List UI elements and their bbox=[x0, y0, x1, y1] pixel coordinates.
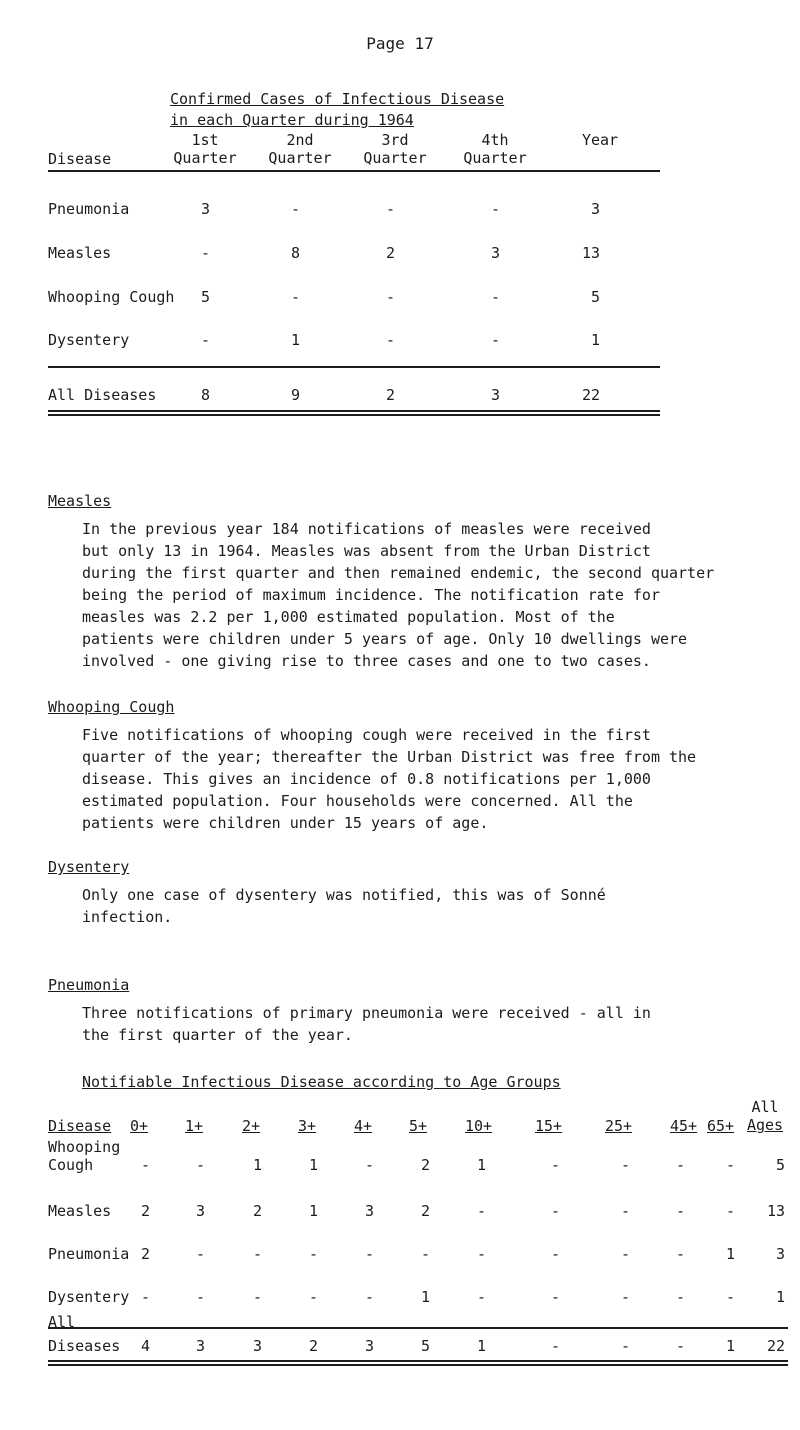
table-cell: 1 bbox=[775, 1288, 785, 1306]
table-cell: 2 bbox=[140, 1245, 150, 1263]
row-label-line: Whooping bbox=[48, 1138, 121, 1156]
table-cell: 1 bbox=[252, 1156, 262, 1174]
table-cell: 13 bbox=[581, 244, 600, 262]
table-cell: - bbox=[675, 1202, 685, 1220]
table-row-label: Measles bbox=[48, 244, 112, 262]
table-total-cell: 5 bbox=[420, 1337, 430, 1355]
row-label-line: All bbox=[48, 1313, 76, 1331]
table1-bottom-rule bbox=[48, 410, 660, 412]
table-cell: - bbox=[620, 1156, 630, 1174]
table-total-cell: 2 bbox=[308, 1337, 318, 1355]
table-cell: - bbox=[620, 1202, 630, 1220]
table-row-label: Pneumonia bbox=[48, 200, 130, 218]
table-cell: - bbox=[476, 1288, 486, 1306]
table-total-cell: - bbox=[675, 1337, 685, 1355]
section-heading-dysentery: Dysentery bbox=[48, 858, 130, 876]
table-cell: - bbox=[476, 1245, 486, 1263]
age-col-header: 3+ bbox=[298, 1117, 317, 1135]
table-cell: 2 bbox=[385, 244, 395, 262]
table-cell: 13 bbox=[766, 1202, 785, 1220]
age-col-header: 10+ bbox=[465, 1117, 493, 1135]
table-total-cell: 9 bbox=[290, 386, 300, 404]
table1-disease-header: Disease bbox=[48, 150, 112, 168]
table-cell: - bbox=[252, 1288, 262, 1306]
table1-col-header bbox=[160, 131, 250, 167]
section-text-measles: In the previous year 184 notifications of measles were received but only 13 in 1964. Measles was absent from the Urban District during the first quarter and then remained endemic, the second quarter being the period of maximum incidence. The notification rate for measles was 2.2 per 1,000 estimated population. Most of the patients were children under 5 years of age. Only 10 dwellings were involved - one giving rise to three cases and one to two cases. bbox=[82, 520, 715, 670]
table-cell: 2 bbox=[140, 1202, 150, 1220]
table-cell: - bbox=[140, 1288, 150, 1306]
table-total-cell: 3 bbox=[364, 1337, 374, 1355]
table-cell: - bbox=[364, 1245, 374, 1263]
table-cell: - bbox=[476, 1202, 486, 1220]
table-total-label bbox=[48, 1313, 120, 1355]
table1-col-header bbox=[560, 131, 640, 149]
section-heading-measles: Measles bbox=[48, 492, 112, 510]
table-row-label: Dysentery bbox=[48, 1288, 130, 1306]
row-label-line: Cough bbox=[48, 1156, 94, 1174]
table-cell: - bbox=[195, 1245, 205, 1263]
table-cell: 2 bbox=[420, 1202, 430, 1220]
table-row-label: Measles bbox=[48, 1202, 112, 1220]
table2-total-rule bbox=[48, 1327, 788, 1329]
page-number: Page 17 bbox=[366, 34, 434, 53]
row-label-line: Diseases bbox=[48, 1337, 121, 1355]
table1-total-rule bbox=[48, 366, 660, 368]
table-total-cell: 8 bbox=[200, 386, 210, 404]
table-cell: - bbox=[385, 331, 395, 349]
section-text-pneumonia: Three notifications of primary pneumonia were received - all in the first quarter of the year. bbox=[82, 1004, 651, 1044]
table-cell: 1 bbox=[725, 1245, 735, 1263]
table-total-cell: - bbox=[620, 1337, 630, 1355]
table-cell: 5 bbox=[200, 288, 210, 306]
table-cell: - bbox=[490, 331, 500, 349]
table-cell: - bbox=[364, 1288, 374, 1306]
col-header-top: 1st bbox=[191, 131, 219, 149]
table-cell: 2 bbox=[252, 1202, 262, 1220]
table-cell: - bbox=[490, 288, 500, 306]
table-cell: - bbox=[620, 1245, 630, 1263]
table-cell: - bbox=[675, 1245, 685, 1263]
age-col-header: 65+ bbox=[707, 1117, 735, 1135]
table-cell: - bbox=[550, 1156, 560, 1174]
table-total-cell: 1 bbox=[476, 1337, 486, 1355]
table-total-cell: 3 bbox=[195, 1337, 205, 1355]
table-cell: - bbox=[290, 200, 300, 218]
table-cell: - bbox=[550, 1245, 560, 1263]
table-cell: 5 bbox=[775, 1156, 785, 1174]
table-cell: 1 bbox=[420, 1288, 430, 1306]
table-total-label: All Diseases bbox=[48, 386, 157, 404]
table-cell: 3 bbox=[200, 200, 210, 218]
table-cell: - bbox=[550, 1202, 560, 1220]
table-cell: 1 bbox=[308, 1156, 318, 1174]
age-col-header: 25+ bbox=[605, 1117, 633, 1135]
section-heading-whooping-cough: Whooping Cough bbox=[48, 698, 175, 716]
col-header-bottom: Quarter bbox=[173, 149, 237, 167]
table-cell: 3 bbox=[364, 1202, 374, 1220]
table-cell: - bbox=[195, 1156, 205, 1174]
table-total-cell: 1 bbox=[725, 1337, 735, 1355]
table-cell: - bbox=[252, 1245, 262, 1263]
table-cell: 1 bbox=[290, 331, 300, 349]
age-col-header: 4+ bbox=[354, 1117, 373, 1135]
table-total-cell: - bbox=[550, 1337, 560, 1355]
table-cell: - bbox=[200, 331, 210, 349]
all-ages-header-bottom: Ages bbox=[746, 1116, 784, 1134]
age-col-header: 15+ bbox=[535, 1117, 563, 1135]
col-header-bottom: Quarter bbox=[463, 149, 527, 167]
table-cell: - bbox=[620, 1288, 630, 1306]
table1-header-rule bbox=[48, 170, 660, 172]
table-total-cell: 22 bbox=[766, 1337, 785, 1355]
col-header-bottom: Year bbox=[581, 131, 619, 149]
table-cell: 1 bbox=[590, 331, 600, 349]
section-text-dysentery: Only one case of dysentery was notified, this was of Sonné infection. bbox=[82, 886, 606, 926]
table-cell: 3 bbox=[490, 244, 500, 262]
table1-col-header bbox=[255, 131, 345, 167]
all-ages-header-top: All bbox=[751, 1098, 779, 1116]
col-header-top: 4th bbox=[481, 131, 509, 149]
table-row-label: Whooping Cough bbox=[48, 288, 175, 306]
table1-subtitle: in each Quarter during 1964 bbox=[170, 111, 414, 129]
table-cell: - bbox=[195, 1288, 205, 1306]
table-total-cell: 3 bbox=[252, 1337, 262, 1355]
table-cell: - bbox=[725, 1202, 735, 1220]
table-total-cell: 3 bbox=[490, 386, 500, 404]
table-cell: - bbox=[725, 1156, 735, 1174]
table2-disease-header: Disease bbox=[48, 1117, 112, 1135]
all-ages-header bbox=[740, 1098, 790, 1134]
age-col-header: 45+ bbox=[670, 1117, 698, 1135]
table-cell: - bbox=[290, 288, 300, 306]
table-cell: - bbox=[200, 244, 210, 262]
table-cell: - bbox=[364, 1156, 374, 1174]
age-col-header: 0+ bbox=[130, 1117, 149, 1135]
table-cell: - bbox=[550, 1288, 560, 1306]
col-header-bottom: Quarter bbox=[268, 149, 332, 167]
table-row-label: Pneumonia bbox=[48, 1245, 130, 1263]
age-col-header: 1+ bbox=[185, 1117, 204, 1135]
table-cell: - bbox=[675, 1156, 685, 1174]
table2-bottom-rule-double bbox=[48, 1364, 788, 1366]
section-heading-pneumonia: Pneumonia bbox=[48, 976, 130, 994]
table-cell: - bbox=[725, 1288, 735, 1306]
table-total-cell: 4 bbox=[140, 1337, 150, 1355]
section-text-whooping-cough: Five notifications of whooping cough were received in the first quarter of the year; thereafter the Urban District was free from the disease. This gives an incidence of 0.8 notifications per 1,000 estimated population. Four households were concerned. All the patients were children under 15 years of age. bbox=[82, 726, 697, 832]
age-col-header: 2+ bbox=[242, 1117, 261, 1135]
table-cell: - bbox=[420, 1245, 430, 1263]
table-cell: - bbox=[308, 1245, 318, 1263]
table1-col-header bbox=[450, 131, 540, 167]
table2-bottom-rule bbox=[48, 1360, 788, 1362]
table-cell: - bbox=[308, 1288, 318, 1306]
table2-title: Notifiable Infectious Disease according to Age Groups bbox=[82, 1073, 561, 1091]
table1-title: Confirmed Cases of Infectious Disease bbox=[170, 90, 505, 108]
table-row-label bbox=[48, 1138, 120, 1174]
table-cell: 3 bbox=[195, 1202, 205, 1220]
table-cell: - bbox=[140, 1156, 150, 1174]
table-total-cell: 22 bbox=[581, 386, 600, 404]
col-header-top: 3rd bbox=[381, 131, 409, 149]
table-cell: - bbox=[675, 1288, 685, 1306]
table-row-label: Dysentery bbox=[48, 331, 130, 349]
table-cell: 1 bbox=[308, 1202, 318, 1220]
col-header-bottom: Quarter bbox=[363, 149, 427, 167]
table-cell: 2 bbox=[420, 1156, 430, 1174]
table1-bottom-rule-double bbox=[48, 414, 660, 416]
table-cell: - bbox=[490, 200, 500, 218]
table-cell: 1 bbox=[476, 1156, 486, 1174]
table-cell: 5 bbox=[590, 288, 600, 306]
table-cell: 8 bbox=[290, 244, 300, 262]
table-cell: 3 bbox=[775, 1245, 785, 1263]
age-col-header: 5+ bbox=[409, 1117, 428, 1135]
table-cell: - bbox=[385, 200, 395, 218]
table-total-cell: 2 bbox=[385, 386, 395, 404]
col-header-top: 2nd bbox=[286, 131, 314, 149]
table-cell: - bbox=[385, 288, 395, 306]
table-cell: 3 bbox=[590, 200, 600, 218]
table1-col-header bbox=[350, 131, 440, 167]
